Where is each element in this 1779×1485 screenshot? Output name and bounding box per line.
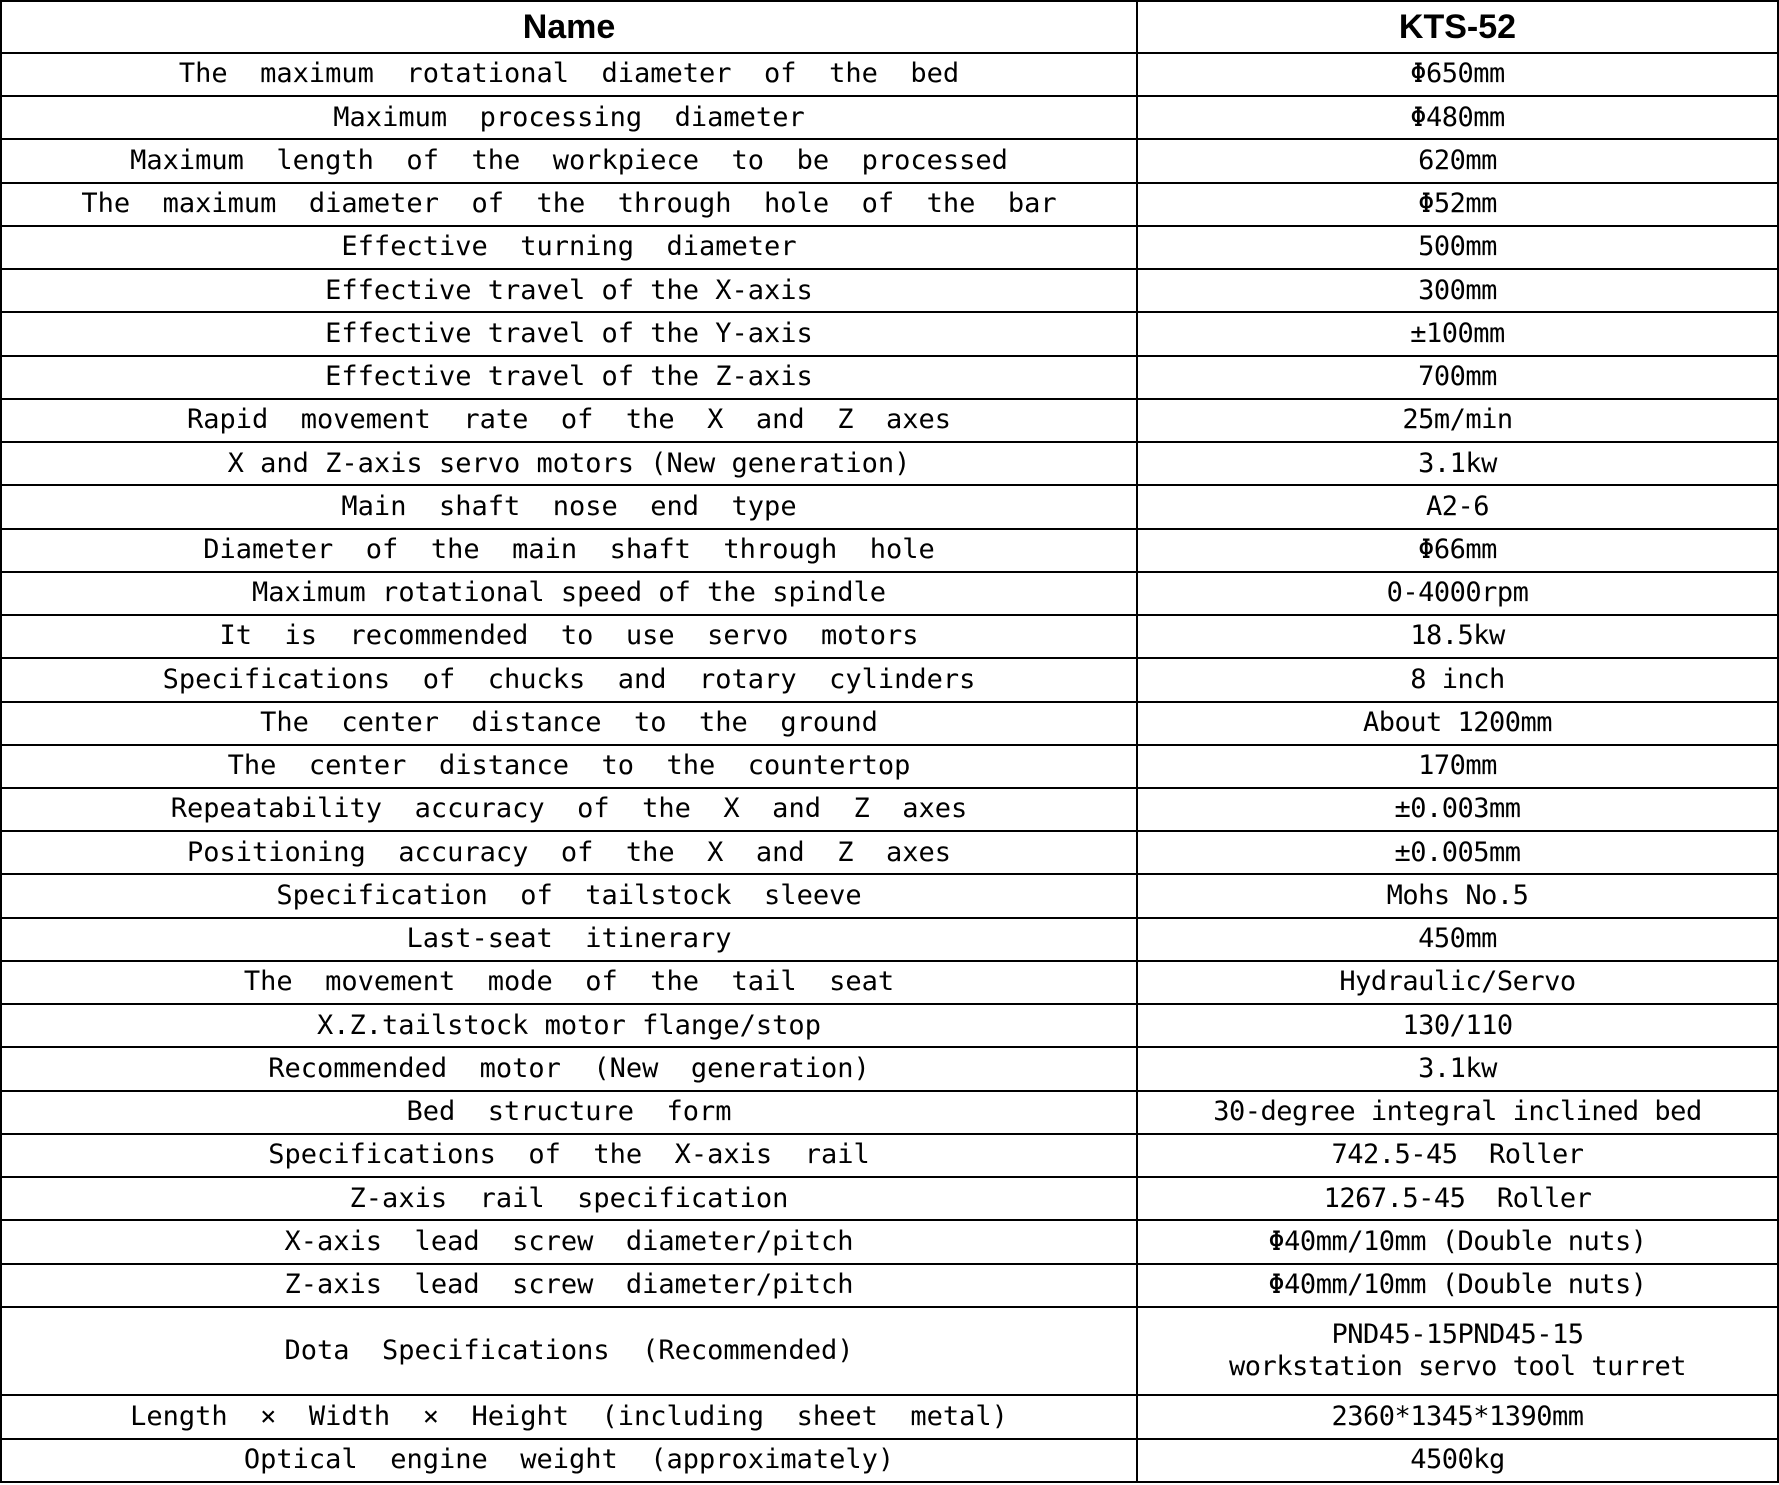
spec-name-cell: Maximum length of the workpiece to be processed — [1, 139, 1137, 182]
spec-name-cell: The maximum rotational diameter of the bed — [1, 53, 1137, 96]
spec-value-cell: 8 inch — [1137, 658, 1778, 701]
table-row — [1, 529, 1778, 572]
spec-value-cell: 620mm — [1137, 139, 1778, 182]
spec-name-cell: Specifications of the X-axis rail — [1, 1134, 1137, 1177]
spec-name-cell: The center distance to the countertop — [1, 745, 1137, 788]
spec-name-cell: The movement mode of the tail seat — [1, 961, 1137, 1004]
spec-name-cell: The maximum diameter of the through hole of the bar — [1, 183, 1137, 226]
table-row — [1, 226, 1778, 269]
spec-value-cell: 2360*1345*1390mm — [1137, 1395, 1778, 1438]
table-row — [1, 312, 1778, 355]
spec-value-cell: Φ40mm/10mm (Double nuts) — [1137, 1264, 1778, 1307]
spec-name-cell: Z-axis rail specification — [1, 1177, 1137, 1220]
spec-value-cell: Φ66mm — [1137, 529, 1778, 572]
spec-value-cell: Hydraulic/Servo — [1137, 961, 1778, 1004]
spec-value-cell: 500mm — [1137, 226, 1778, 269]
spec-name-cell: Z-axis lead screw diameter/pitch — [1, 1264, 1137, 1307]
name-column-header: Name — [1, 1, 1137, 53]
spec-name-cell: Main shaft nose end type — [1, 485, 1137, 528]
table-row — [1, 831, 1778, 874]
model-column-header: KTS-52 — [1137, 1, 1778, 53]
spec-value-cell: 3.1kw — [1137, 1047, 1778, 1090]
spec-value-cell: 4500kg — [1137, 1439, 1778, 1482]
table-row — [1, 1134, 1778, 1177]
table-row — [1, 1091, 1778, 1134]
spec-name-cell: Rapid movement rate of the X and Z axes — [1, 399, 1137, 442]
table-row — [1, 1439, 1778, 1482]
spec-name-cell: The center distance to the ground — [1, 702, 1137, 745]
spec-value-cell: ±100mm — [1137, 312, 1778, 355]
table-row — [1, 1220, 1778, 1263]
spec-value-cell: Φ480mm — [1137, 96, 1778, 139]
spec-value-cell: 18.5kw — [1137, 615, 1778, 658]
table-row — [1, 1307, 1778, 1395]
spec-name-cell: Maximum processing diameter — [1, 96, 1137, 139]
spec-value-cell: 300mm — [1137, 269, 1778, 312]
table-row — [1, 918, 1778, 961]
spec-value-cell: ±0.003mm — [1137, 788, 1778, 831]
spec-name-cell: Effective travel of the X-axis — [1, 269, 1137, 312]
spec-name-cell: Repeatability accuracy of the X and Z axes — [1, 788, 1137, 831]
table-row — [1, 702, 1778, 745]
table-row — [1, 485, 1778, 528]
table-row — [1, 961, 1778, 1004]
table-body — [1, 53, 1778, 1482]
table-row — [1, 658, 1778, 701]
table-row — [1, 788, 1778, 831]
spec-name-cell: X-axis lead screw diameter/pitch — [1, 1220, 1137, 1263]
spec-value-cell: A2-6 — [1137, 485, 1778, 528]
table-row — [1, 53, 1778, 96]
spec-name-cell: Effective turning diameter — [1, 226, 1137, 269]
table-row — [1, 572, 1778, 615]
table-row — [1, 874, 1778, 917]
spec-name-cell: Last-seat itinerary — [1, 918, 1137, 961]
spec-value-cell: PND45-15PND45-15 workstation servo tool turret — [1137, 1307, 1778, 1395]
spec-name-cell: Effective travel of the Z-axis — [1, 356, 1137, 399]
table-row — [1, 615, 1778, 658]
spec-name-cell: It is recommended to use servo motors — [1, 615, 1137, 658]
spec-name-cell: Recommended motor (New generation) — [1, 1047, 1137, 1090]
spec-value-cell: 742.5-45 Roller — [1137, 1134, 1778, 1177]
spec-value-cell: ±0.005mm — [1137, 831, 1778, 874]
table-row — [1, 745, 1778, 788]
spec-name-cell: Optical engine weight (approximately) — [1, 1439, 1137, 1482]
table-row — [1, 139, 1778, 182]
spec-value-cell: Mohs No.5 — [1137, 874, 1778, 917]
spec-name-cell: Dota Specifications (Recommended) — [1, 1307, 1137, 1395]
table-row — [1, 399, 1778, 442]
table-row — [1, 1004, 1778, 1047]
table-row — [1, 1177, 1778, 1220]
table-row — [1, 1395, 1778, 1438]
spec-value-cell: 130/110 — [1137, 1004, 1778, 1047]
spec-value-cell: 3.1kw — [1137, 442, 1778, 485]
spec-name-cell: Positioning accuracy of the X and Z axes — [1, 831, 1137, 874]
spec-value-cell: Φ52mm — [1137, 183, 1778, 226]
spec-name-cell: X.Z.tailstock motor flange/stop — [1, 1004, 1137, 1047]
spec-value-cell: Φ40mm/10mm (Double nuts) — [1137, 1220, 1778, 1263]
spec-name-cell: Effective travel of the Y-axis — [1, 312, 1137, 355]
table-row — [1, 1264, 1778, 1307]
table-header-row — [1, 1, 1778, 53]
spec-name-cell: Maximum rotational speed of the spindle — [1, 572, 1137, 615]
spec-name-cell: Diameter of the main shaft through hole — [1, 529, 1137, 572]
table-row — [1, 96, 1778, 139]
table-row — [1, 442, 1778, 485]
spec-name-cell: Length × Width × Height (including sheet metal) — [1, 1395, 1137, 1438]
spec-value-cell: 1267.5-45 Roller — [1137, 1177, 1778, 1220]
spec-name-cell: Bed structure form — [1, 1091, 1137, 1134]
spec-name-cell: Specifications of chucks and rotary cylinders — [1, 658, 1137, 701]
table-row — [1, 356, 1778, 399]
spec-value-cell: Φ650mm — [1137, 53, 1778, 96]
spec-value-cell: 170mm — [1137, 745, 1778, 788]
spec-name-cell: X and Z-axis servo motors (New generation) — [1, 442, 1137, 485]
table-row — [1, 1047, 1778, 1090]
spec-value-cell: 700mm — [1137, 356, 1778, 399]
table-row — [1, 183, 1778, 226]
spec-name-cell: Specification of tailstock sleeve — [1, 874, 1137, 917]
table-row — [1, 269, 1778, 312]
spec-value-cell: 0-4000rpm — [1137, 572, 1778, 615]
spec-value-cell: 450mm — [1137, 918, 1778, 961]
spec-value-cell: 25m/min — [1137, 399, 1778, 442]
spec-value-cell: 30-degree integral inclined bed — [1137, 1091, 1778, 1134]
spec-value-cell: About 1200mm — [1137, 702, 1778, 745]
